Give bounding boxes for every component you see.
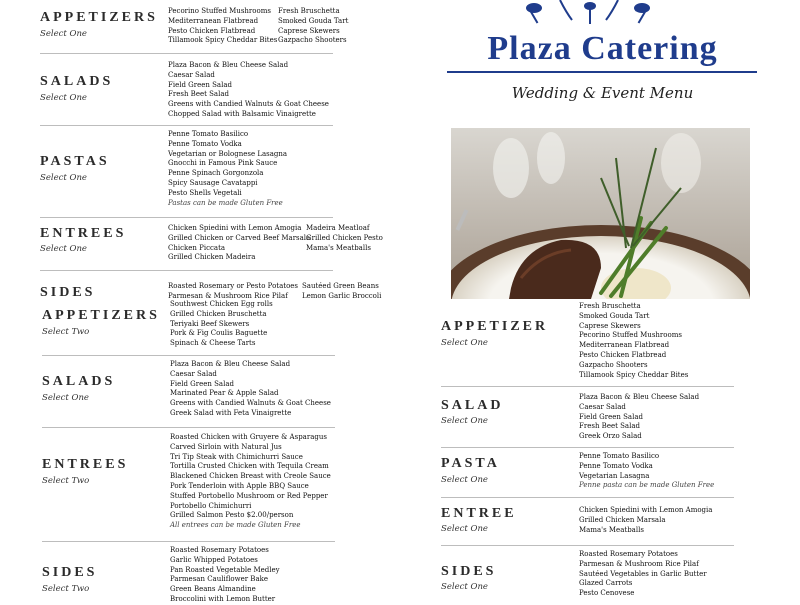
section-subtitle: Select One bbox=[441, 338, 488, 348]
menu-item: Vegetarian Lasagna bbox=[579, 471, 650, 480]
sides-list-col1 bbox=[168, 282, 298, 302]
menu-item: Fresh Bruschetta bbox=[278, 7, 340, 15]
salads-list bbox=[168, 61, 329, 120]
section-title-pastas: PASTAS bbox=[40, 154, 110, 169]
entrees-list-col1 bbox=[168, 224, 310, 263]
menu-item: Broccolini with Lemon Butter bbox=[170, 594, 276, 603]
menu-item: Chicken Piccata bbox=[168, 243, 226, 252]
menu-item: Greek Orzo Salad bbox=[579, 432, 642, 441]
menu-item: Gnocchi in Famous Pink Sauce bbox=[168, 159, 278, 168]
menu-item: Pesto Shells Vegetali bbox=[168, 188, 242, 197]
menu-item: Caesar Salad bbox=[170, 369, 217, 378]
menu-item: Greek Salad with Feta Vinaigrette bbox=[170, 408, 292, 417]
menu-item: Roasted Rosemary or Pesto Potatoes bbox=[168, 282, 299, 290]
menu-item: Spinach & Cheese Tarts bbox=[170, 339, 256, 348]
menu-item: Grilled Chicken Marsala bbox=[579, 515, 666, 524]
menu-tagline: Wedding & Event Menu bbox=[511, 84, 694, 102]
menu-item: Pesto Chicken Flatbread bbox=[579, 350, 667, 359]
sides-list-col2 bbox=[302, 282, 381, 302]
menu-item: Penne Tomato Vodka bbox=[579, 461, 653, 470]
menu-item: Penne Spinach Gorgonzola bbox=[168, 169, 264, 178]
menu-item: Chopped Salad with Balsamic Vinaigrette bbox=[168, 109, 316, 118]
section-title-entrees: ENTREES bbox=[42, 457, 129, 472]
menu-item: Mediterranean Flatbread bbox=[168, 16, 259, 25]
menu-item: Plaza Bacon & Bleu Cheese Salad bbox=[168, 61, 289, 69]
section-title-salads: SALADS bbox=[40, 74, 114, 89]
section-subtitle: Select Two bbox=[42, 327, 90, 337]
salads-list bbox=[170, 360, 331, 419]
section-divider bbox=[42, 541, 335, 542]
salad-list bbox=[579, 393, 699, 442]
gluten-free-note: Pastas can be made Gluten Free bbox=[168, 198, 283, 207]
menu-item: Gazpacho Shooters bbox=[579, 360, 648, 369]
section-divider bbox=[40, 53, 333, 54]
section-title-salad: SALAD bbox=[441, 398, 504, 413]
menu-item: Roasted Rosemary Potatoes bbox=[579, 550, 678, 558]
menu-item: Teriyaki Beef Skewers bbox=[170, 319, 250, 328]
section-subtitle: Select One bbox=[40, 93, 87, 103]
section-subtitle: Select Two bbox=[42, 584, 90, 594]
menu-item: Gazpacho Shooters bbox=[278, 36, 347, 45]
section-subtitle: Select One bbox=[441, 582, 488, 592]
menu-item: Portobello Chimichurri bbox=[170, 501, 252, 510]
appetizers-list-col2 bbox=[278, 7, 348, 46]
menu-item: Lemon Garlic Broccoli bbox=[302, 291, 382, 300]
menu-item: Plaza Bacon & Bleu Cheese Salad bbox=[579, 393, 700, 401]
menu-item: Caesar Salad bbox=[579, 402, 626, 411]
menu-item: Grilled Chicken Madeira bbox=[168, 253, 256, 262]
section-subtitle: Select Two bbox=[42, 476, 90, 486]
menu-item: Southwest Chicken Egg rolls bbox=[170, 300, 273, 308]
menu-item: Vegetarian or Bolognese Lasagna bbox=[168, 149, 288, 158]
gluten-free-note: All entrees can be made Gluten Free bbox=[170, 521, 301, 530]
menu-item: Grilled Salmon Pesto $2.00/person bbox=[170, 511, 294, 520]
menu-item: Smoked Gouda Tart bbox=[278, 16, 349, 25]
section-subtitle: Select One bbox=[40, 29, 87, 39]
section-divider bbox=[40, 217, 333, 218]
appetizers-list-col1 bbox=[168, 7, 277, 46]
menu-item: Roasted Chicken with Gruyere & Asparagus bbox=[170, 433, 327, 441]
menu-item: Mediterranean Flatbread bbox=[579, 341, 670, 350]
menu-item: Fresh Bruschetta bbox=[579, 302, 641, 310]
section-subtitle: Select One bbox=[441, 475, 488, 485]
menu-item: Madeira Meatloaf bbox=[306, 224, 370, 232]
menu-item: Tillamook Spicy Cheddar Bites bbox=[168, 36, 278, 45]
entrees-list bbox=[170, 433, 331, 531]
menu-item: Mama's Meatballs bbox=[306, 243, 371, 252]
menu-item: Parmesan & Mushroom Rice Pilaf bbox=[168, 291, 288, 300]
menu-item: Grilled Chicken Pesto bbox=[306, 233, 383, 242]
menu-item: Roasted Rosemary Potatoes bbox=[170, 546, 269, 554]
sides-list bbox=[170, 546, 280, 605]
section-title-sides: SIDES bbox=[42, 565, 98, 580]
section-subtitle: Select One bbox=[40, 244, 87, 254]
menu-item: Garlic Whipped Potatoes bbox=[170, 555, 258, 564]
menu-item: Stuffed Portobello Mushroom or Red Pepper bbox=[170, 491, 328, 500]
menu-item: Marinated Pear & Apple Salad bbox=[170, 389, 279, 398]
menu-item: Caprese Skewers bbox=[579, 321, 641, 330]
menu-item: Tortilla Crusted Chicken with Tequila Cream bbox=[170, 462, 329, 471]
section-title-sides: SIDES bbox=[40, 285, 96, 300]
menu-item: Penne Tomato Basilico bbox=[168, 130, 249, 138]
menu-item: Pecorino Stuffed Mushrooms bbox=[579, 331, 682, 340]
section-divider bbox=[441, 545, 734, 546]
section-divider bbox=[40, 125, 333, 126]
section-subtitle: Select One bbox=[441, 524, 488, 534]
menu-item: Mama's Meatballs bbox=[579, 525, 644, 534]
menu-item: Pesto Chicken Flatbread bbox=[168, 26, 256, 35]
brand-underline bbox=[447, 71, 757, 73]
section-subtitle: Select One bbox=[441, 416, 488, 426]
section-title-salads: SALADS bbox=[42, 374, 116, 389]
menu-item: Pork & Fig Coulis Baguette bbox=[170, 329, 268, 338]
section-divider bbox=[42, 427, 335, 428]
entree-list bbox=[579, 506, 712, 535]
section-title-entrees: ENTREES bbox=[40, 226, 127, 241]
menu-item: Caprese Skewers bbox=[278, 26, 340, 35]
menu-item: Tri Tip Steak with Chimichurri Sauce bbox=[170, 452, 303, 461]
menu-item: Green Beans Almandine bbox=[170, 585, 256, 594]
menu-item: Field Green Salad bbox=[170, 379, 235, 388]
section-divider bbox=[441, 447, 734, 448]
menu-item: Carved Sirloin with Natural Jus bbox=[170, 442, 282, 451]
menu-item: Fresh Beet Salad bbox=[168, 90, 230, 99]
section-divider bbox=[40, 270, 333, 271]
section-title-appetizer: APPETIZER bbox=[441, 319, 549, 334]
menu-item: Parmesan Cauliflower Bake bbox=[170, 575, 268, 584]
section-title-appetizers: APPETIZERS bbox=[42, 308, 160, 323]
menu-item: Pork Tenderloin with Apple BBQ Sauce bbox=[170, 481, 309, 490]
pasta-list bbox=[579, 452, 714, 491]
gluten-free-note: Penne pasta can be made Gluten Free bbox=[579, 481, 715, 490]
section-subtitle: Select One bbox=[42, 393, 89, 403]
section-title-entree: ENTREE bbox=[441, 506, 517, 521]
entrees-list-col2 bbox=[306, 224, 383, 253]
menu-item: Chicken Spiedini with Lemon Amogia bbox=[168, 224, 302, 232]
menu-item: Grilled Chicken or Carved Beef Marsala bbox=[168, 233, 311, 242]
utensils-logo-icon bbox=[520, 0, 660, 26]
menu-item: Penne Tomato Vodka bbox=[168, 139, 242, 148]
section-title-sides: SIDES bbox=[441, 564, 497, 579]
menu-item: Grilled Chicken Bruschetta bbox=[170, 309, 267, 318]
menu-item: Fresh Beet Salad bbox=[579, 422, 641, 431]
section-subtitle: Select One bbox=[40, 173, 87, 183]
menu-item: Sautéed Vegetables in Garlic Butter bbox=[579, 569, 707, 578]
menu-item: Pan Roasted Vegetable Medley bbox=[170, 565, 280, 574]
plated-steak-photo bbox=[451, 128, 750, 299]
menu-item: Caesar Salad bbox=[168, 70, 215, 79]
menu-item: Glazed Carrots bbox=[579, 579, 633, 588]
menu-item: Plaza Bacon & Bleu Cheese Salad bbox=[170, 360, 291, 368]
appetizers-list bbox=[170, 300, 273, 349]
menu-item: Spicy Sausage Cavatappi bbox=[168, 178, 258, 187]
brand-name: Plaza Catering bbox=[487, 30, 718, 67]
section-title-appetizers: APPETIZERS bbox=[40, 10, 158, 25]
menu-item: Smoked Gouda Tart bbox=[579, 311, 650, 320]
menu-item: Pecorino Stuffed Mushrooms bbox=[168, 7, 271, 15]
appetizer-list bbox=[579, 302, 688, 380]
menu-item: Greens with Candied Walnuts & Goat Cheese bbox=[168, 100, 329, 109]
menu-item: Blackened Chicken Breast with Creole Sauce bbox=[170, 472, 331, 481]
menu-item: Parmesan & Mushroom Rice Pilaf bbox=[579, 559, 699, 568]
menu-item: Field Green Salad bbox=[579, 412, 644, 421]
section-divider bbox=[441, 497, 734, 498]
menu-item: Chicken Spiedini with Lemon Amogia bbox=[579, 506, 713, 514]
menu-item: Pesto Cenovese bbox=[579, 589, 635, 598]
menu-item: Greens with Candied Walnuts & Goat Cheese bbox=[170, 399, 331, 408]
section-title-pasta: PASTA bbox=[441, 456, 500, 471]
menu-item: Penne Tomato Basilico bbox=[579, 452, 660, 460]
menu-item: Sautéed Green Beans bbox=[302, 282, 379, 290]
sides-list bbox=[579, 550, 707, 599]
menu-item: Field Green Salad bbox=[168, 80, 233, 89]
pastas-list bbox=[168, 130, 287, 208]
section-divider bbox=[441, 386, 734, 387]
menu-item: Tillamook Spicy Cheddar Bites bbox=[579, 370, 689, 379]
section-divider bbox=[42, 355, 335, 356]
